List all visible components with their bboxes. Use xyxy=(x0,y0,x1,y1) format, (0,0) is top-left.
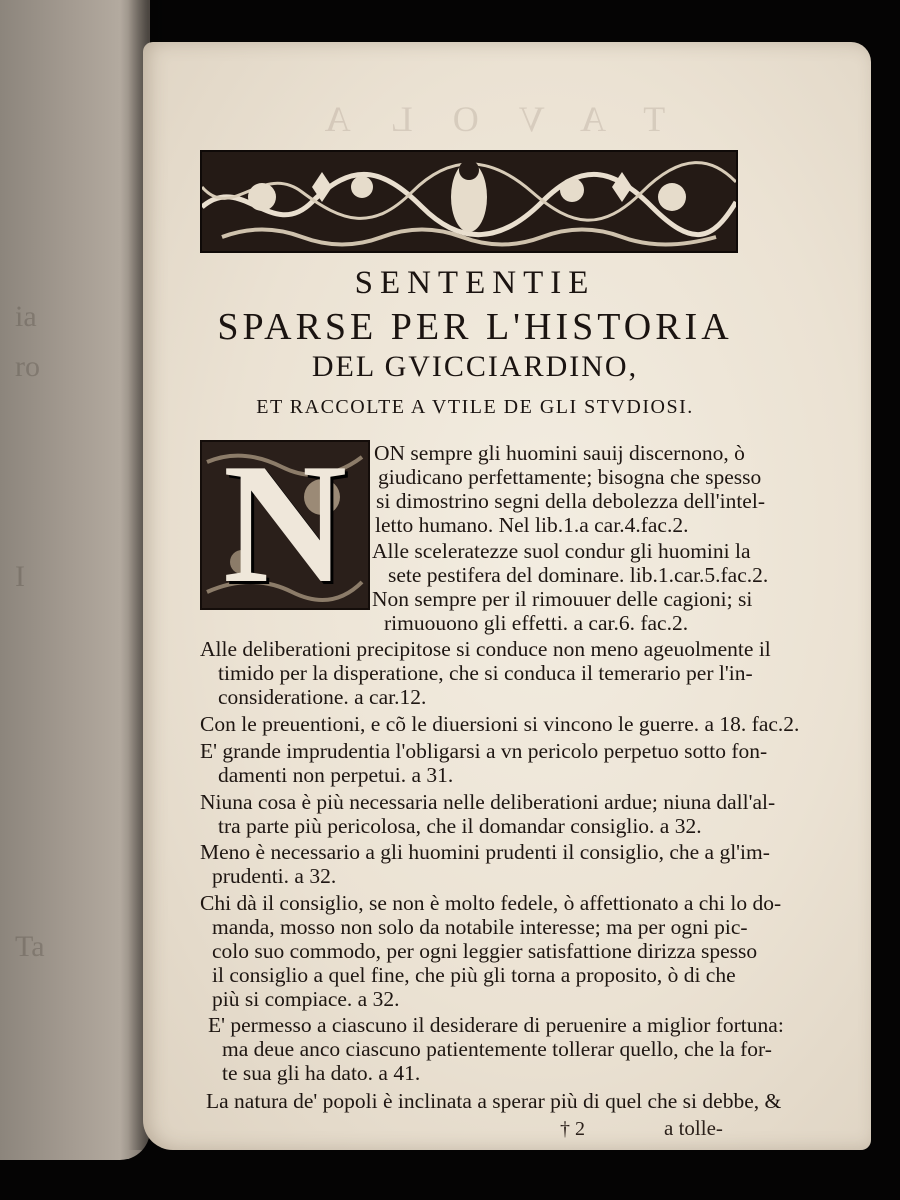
text-line-8: rimuouono gli effetti. a car.6. fac.2. xyxy=(384,611,689,635)
text-line-9: Alle deliberationi precipitose si conduce non meno ageuolmente il xyxy=(200,637,771,661)
text-line-10: timido per la disperatione, che si conduca il temerario per l'in- xyxy=(218,661,753,685)
title-line-3: DEL GVICCIARDINO, xyxy=(311,350,639,383)
text-line-23: più si compiace. a 32. xyxy=(212,987,400,1011)
text-line-20: manda, mosso non solo da notabile interesse; ma per ogni pic- xyxy=(212,915,748,939)
text-line-26: te sua gli ha dato. a 41. xyxy=(222,1061,421,1085)
bleed-through-text: TAVOLA xyxy=(284,99,666,139)
text-line-4: letto humano. Nel lib.1.a car.4.fac.2. xyxy=(375,513,689,537)
text-line-2: giudicano perfettamente; bisogna che spesso xyxy=(378,465,762,489)
text-line-27: La natura de' popoli è inclinata a sperar più di quel che si debbe, & xyxy=(206,1089,782,1113)
text-line-16: tra parte più pericolosa, che il domandar consiglio. a 32. xyxy=(218,814,702,838)
text-line-22: il consiglio a quel fine, che più gli torna a proposito, ò di che xyxy=(212,963,736,987)
text-line-19: Chi dà il consiglio, se non è molto fedele, ò affettionato a chi lo do- xyxy=(200,891,782,915)
ornamental-headpiece xyxy=(200,150,738,253)
text-line-24: E' permesso a ciascuno il desiderare di peruenire a miglior fortuna: xyxy=(208,1013,784,1037)
title-line-4: ET RACCOLTE A VTILE DE GLI STVDIOSI. xyxy=(256,396,694,418)
text-line-12: Con le preuentioni, e cõ le diuersioni si vincono le guerre. a 18. fac.2. xyxy=(200,712,800,736)
text-line-3: si dimostrino segni della debolezza dell'intel- xyxy=(376,489,765,513)
text-line-15: Niuna cosa è più necessaria nelle deliberationi ardue; niuna dall'al- xyxy=(200,790,776,814)
facing-page-edge: ia ro I Ta xyxy=(0,0,150,1160)
text-line-18: prudenti. a 32. xyxy=(212,864,337,888)
catchword: a tolle- xyxy=(664,1116,723,1140)
text-line-5: Alle sceleratezze suol condur gli huomini la xyxy=(372,539,751,563)
text-line-13: E' grande imprudentia l'obligarsi a vn pericolo perpetuo sotto fon- xyxy=(200,739,768,763)
text-line-11: consideratione. a car.12. xyxy=(218,685,427,709)
decorated-initial: N xyxy=(200,440,370,610)
text-line-7: Non sempre per il rimouuer delle cagioni; si xyxy=(372,587,753,611)
text-line-25: ma deue anco ciascuno patientemente tollerar quello, che la for- xyxy=(222,1037,772,1061)
text-line-14: damenti non perpetui. a 31. xyxy=(218,763,454,787)
text-line-21: colo suo commodo, per ogni leggier satisfattione dirizza spesso xyxy=(212,939,758,963)
title-line-1: SENTENTIE xyxy=(354,265,596,301)
text-line-6: sete pestifera del dominare. lib.1.car.5.fac.2. xyxy=(388,563,769,587)
text-line-17: Meno è necessario a gli huomini prudenti il consiglio, che a gl'im- xyxy=(200,840,770,864)
title-line-2: SPARSE PER L'HISTORIA xyxy=(217,306,733,348)
text-line-1: ON sempre gli huomini sauij discernono, ò xyxy=(374,441,745,465)
signature-mark: † 2 xyxy=(560,1118,585,1140)
